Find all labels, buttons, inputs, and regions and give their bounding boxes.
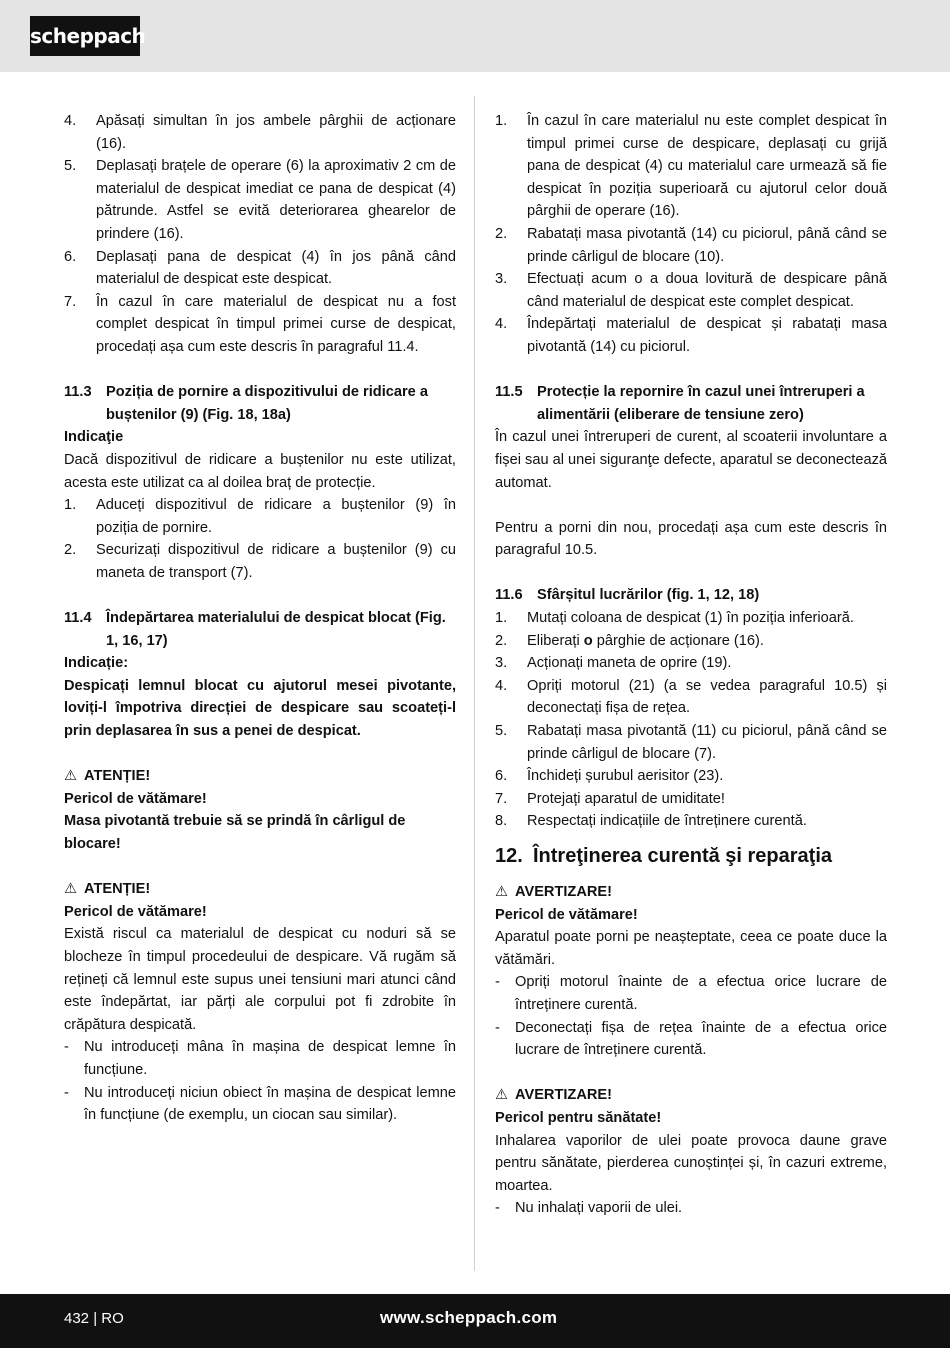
list-item [495, 810, 887, 833]
bullet-item: - Nu inhalați vaporii de ulei. [495, 1200, 683, 1217]
list-item [495, 313, 887, 358]
item-text: Deplasați brațele de operare (6) la aproximativ 2 cm de materialul de despicat imediat ce pana de despicat (4) pătrunde. Astfel se evită deteriorarea ghearelor de prindere (16). [96, 158, 456, 242]
list-item [64, 155, 456, 245]
item-text-post: pârghie de acționare (16). [592, 632, 764, 649]
item-text-pre: Eliberați [527, 632, 584, 649]
warning-subtitle: Pericol de vătămare! [495, 906, 638, 923]
bullet-item: - Nu introduceți niciun obiect în mașina de despicat lemne în funcțiune (de exemplu, un ciocan sau similar). [64, 1084, 456, 1124]
item-number: 3. [495, 271, 508, 288]
warning-label: AVERTIZARE! [515, 884, 613, 900]
warning-subtitle: Pericol de vătămare! [64, 903, 207, 920]
item-number: 4. [64, 113, 77, 129]
item-text: Opriți motorul (21) (a se vedea paragraful 10.5) și deconectați fișa de rețea. [527, 677, 887, 717]
list-item [495, 675, 887, 720]
bullet-item: - Nu introduceți mâna în mașina de despicat lemne în funcțiune. [64, 1039, 456, 1078]
section-heading-11-5 [495, 381, 887, 426]
item-text: În cazul în care materialul de despicat nu a fost complet despicat în timpul primei curse de despicat, procedați așa cum este descris în paragraful 11.4. [96, 293, 456, 355]
item-text: Protejați aparatul de umiditate! [527, 790, 725, 807]
section-number: 11.6 [495, 587, 523, 604]
bullet-text: Nu introduceți niciun obiect în mașina de despicat lemne în funcțiune (de exemplu, un ciocan sau similar). [84, 1084, 456, 1124]
section-heading-11-6 [495, 584, 887, 607]
item-number: 6. [495, 768, 508, 785]
note-text: Dacă dispozitivul de ridicare a buștenilor nu este utilizat, acesta este utilizat ca al doilea braț de protecție. [64, 451, 456, 491]
note-label: Indicație: [64, 655, 129, 672]
paragraph: În cazul unei întreruperi de curent, al scoaterii involuntare a fișei sau al unei siguranţe defecte, aparatul se deconectează automat. [495, 429, 887, 491]
warning-label: ATENȚIE! [84, 881, 151, 898]
item-text: Îndepărtați materialul de despicat și rabatați masa pivotantă (14) cu piciorul. [527, 316, 887, 355]
item-number: 1. [495, 113, 508, 129]
list-item [495, 788, 887, 811]
warning-label: ATENȚIE! [84, 768, 151, 785]
bullet-text: Deconectați fișa de rețea înainte de a efectua orice lucrare de întreținere curentă. [515, 1019, 887, 1059]
warning-triangle-icon: ⚠ [64, 881, 78, 898]
logo-text: scheppach [30, 24, 146, 48]
warning-subtitle: Pericol de vătămare! [64, 790, 207, 807]
item-number: 2. [64, 542, 77, 559]
section-title: Protecție la repornire în cazul unei întreruperi a alimentării (eliberare de tensiune zero) [537, 384, 865, 423]
section-title: Îndepărtarea materialului de despicat blocat (Fig. 1, 16, 17) [106, 610, 446, 649]
steps-list [64, 110, 456, 359]
warning-box [64, 765, 456, 855]
warning-text: Aparatul poate porni pe neașteptate, ceea ce poate duce la vătămări. [495, 929, 887, 968]
item-number: 4. [495, 677, 508, 694]
item-number: 6. [64, 248, 77, 265]
warning-subtitle: Pericol pentru sănătate! [495, 1109, 662, 1126]
warning-triangle-icon: ⚠ [64, 768, 78, 785]
item-text: Efectuați acum o a doua lovitură de despicare până când materialul de despicat este complet despicat. [527, 271, 887, 310]
list-item [495, 607, 887, 630]
bullet-text: Opriți motorul înainte de a efectua orice lucrare de întreținere curentă. [515, 974, 887, 1013]
item-number: 7. [64, 293, 77, 310]
note-bold-text: Despicați lemnul blocat cu ajutorul mesei pivotante, loviți-l împotriva direcției de despicare sau scoateți-l prin deplasarea în sus a penei de despicat. [64, 677, 456, 740]
item-number: 3. [495, 655, 508, 672]
item-text: Rabatați masa pivotantă (11) cu piciorul, până când se prinde cârligul de blocare (7). [527, 723, 887, 762]
list-item [495, 652, 887, 675]
warning-triangle-icon: ⚠ [495, 884, 509, 900]
list-item [495, 110, 887, 223]
section-heading-11-3 [64, 381, 456, 426]
item-number: 1. [64, 497, 77, 514]
section-title: Sfârșitul lucrărilor (fig. 1, 12, 18) [537, 587, 760, 604]
scheppach-logo [30, 16, 146, 56]
list-item [495, 630, 887, 653]
item-number: 7. [495, 790, 508, 807]
list-item [64, 246, 456, 291]
warning-box [495, 881, 887, 1062]
section-title: Poziția de pornire a dispozitivului de ridicare a buștenilor (9) (Fig. 18, 18a) [106, 384, 428, 423]
item-text: Respectați indicațiile de întreținere curentă. [527, 813, 807, 830]
warning-box [64, 878, 456, 1127]
list-item [64, 494, 456, 539]
header-band [0, 0, 950, 72]
bullet-item: - Deconectați fișa de rețea înainte de a efectua orice lucrare de întreținere curentă. [495, 1019, 887, 1059]
paragraph: Pentru a porni din nou, procedați așa cum este descris în paragraful 10.5. [495, 519, 887, 559]
item-text: Mutați coloana de despicat (1) în poziția inferioară. [527, 610, 854, 627]
item-text: Deplasați pana de despicat (4) în jos până când materialul de despicat este despicat. [96, 248, 456, 288]
item-number: 8. [495, 813, 508, 830]
list-item [495, 720, 887, 765]
item-text: Apăsați simultan în jos ambele pârghii de acționare (16). [96, 113, 456, 152]
item-text: Aduceți dispozitivul de ridicare a buștenilor (9) în poziția de pornire. [96, 497, 456, 536]
chapter-title: Întreţinerea curentă şi reparaţia [533, 845, 833, 867]
item-number: 2. [495, 632, 508, 649]
list-item [64, 539, 456, 584]
chapter-heading-12 [495, 841, 887, 871]
item-number: 1. [495, 610, 508, 627]
warning-text: Există riscul ca materialul de despicat cu noduri să se blocheze în timpul procedeului de despicare. Vă rugăm să rețineți că lemnul este supus unei tensiuni mari atunci când este îndepărtat, iar părți ale corpului pot fi zdrobite în crăpătura despicată. [64, 926, 456, 1033]
column-divider [474, 96, 475, 1271]
bullet-text: Nu inhalați vaporii de ulei. [515, 1200, 683, 1217]
list-item [64, 291, 456, 359]
item-number: 5. [64, 158, 77, 175]
section-number: 11.4 [64, 610, 92, 627]
item-number: 2. [495, 225, 508, 242]
right-column [495, 110, 887, 1220]
note-label: Indicaţie [64, 429, 124, 446]
warning-text: Inhalarea vaporilor de ulei poate provoca daune grave pentru sănătate, pierderea cunoștinței și, în cazuri extreme, moartea. [495, 1132, 887, 1194]
list-item [64, 110, 456, 155]
bullet-item: - Opriți motorul înainte de a efectua orice lucrare de întreținere curentă. [495, 974, 887, 1013]
left-column [64, 110, 456, 1127]
item-text: Securizați dispozitivul de ridicare a buștenilor (9) cu maneta de transport (7). [96, 542, 456, 581]
warning-label: AVERTIZARE! [515, 1087, 613, 1104]
page-number: 432 | RO [64, 1310, 124, 1327]
section-number: 11.3 [64, 384, 92, 401]
item-text: În cazul în care materialul nu este complet despicat în timpul primei curse de despicare, deplasați cu grijă pana de despicat (4) cu materialul care urmează să fie despicat în poziția superioară cu ajutorul celor două pârghii de operare (16). [527, 113, 887, 220]
list-item [495, 268, 887, 313]
warning-triangle-icon: ⚠ [495, 1087, 509, 1104]
item-text: Rabatați masa pivotantă (14) cu piciorul, până când se prinde cârligul de blocare (10). [527, 225, 887, 265]
website-link[interactable]: www.scheppach.com [380, 1308, 558, 1327]
item-number: 4. [495, 316, 508, 333]
item-text-bold: o [583, 632, 593, 649]
section-heading-11-4 [64, 607, 456, 652]
bullet-text: Nu introduceți mâna în mașina de despicat lemne în funcțiune. [84, 1039, 456, 1078]
item-text: Închideți șurubul aerisitor (23). [527, 768, 724, 785]
warning-box [495, 1084, 887, 1220]
chapter-number: 12. [495, 845, 523, 867]
steps-list [495, 110, 887, 359]
list-item [495, 765, 887, 788]
section-number: 11.5 [495, 384, 523, 401]
item-number: 5. [495, 723, 508, 740]
item-text: Acționați maneta de oprire (19). [527, 655, 732, 672]
list-item [495, 223, 887, 268]
warning-text: Masa pivotantă trebuie să se prindă în cârligul de blocare! [64, 813, 406, 852]
